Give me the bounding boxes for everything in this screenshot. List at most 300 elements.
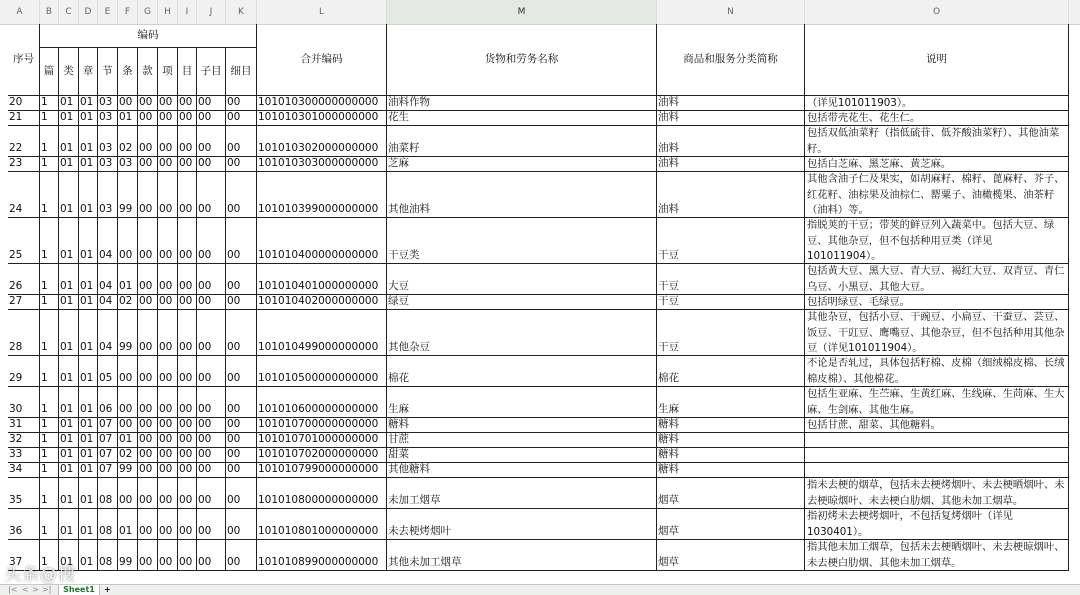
code-cell[interactable]: 00 [226, 172, 257, 218]
code-cell[interactable]: 02 [118, 295, 138, 310]
code-cell[interactable]: 00 [178, 172, 197, 218]
note-cell[interactable]: 包括生亚麻、生苎麻、生黄红麻、生线麻、生苘麻、生大麻、生剑麻、其他生麻。 [805, 387, 1069, 418]
tab-scroll-first-icon[interactable]: |< [8, 585, 18, 594]
short-name-cell[interactable]: 糖料 [657, 418, 805, 433]
note-cell[interactable]: 指未去梗的烟草，包括未去梗烤烟叶、未去梗晒烟叶、未去梗晾烟叶、未去梗白肋烟、其他未加工烟草。 [805, 478, 1069, 509]
code-cell[interactable]: 00 [118, 96, 138, 111]
short-name-cell[interactable]: 烟草 [657, 478, 805, 509]
code-cell[interactable]: 00 [197, 157, 226, 172]
goods-name-cell[interactable]: 油菜籽 [387, 126, 657, 157]
code-cell[interactable]: 01 [79, 509, 98, 540]
seq-cell[interactable]: 33 [8, 448, 40, 463]
row-number [0, 405, 8, 417]
code-cell[interactable]: 01 [59, 387, 79, 418]
code-cell[interactable]: 00 [158, 356, 178, 387]
code-cell[interactable]: 00 [226, 96, 257, 111]
code-cell[interactable]: 07 [98, 433, 118, 448]
sheet-tab[interactable]: Sheet1 [58, 585, 100, 595]
seq-cell[interactable]: 31 [8, 418, 40, 433]
code-cell[interactable]: 01 [79, 295, 98, 310]
note-cell[interactable]: 指其他未加工烟草，包括未去梗晒烟叶、未去梗晾烟叶、未去梗白肋烟、其他未加工烟草。 [805, 540, 1069, 571]
note-cell[interactable]: 包括白芝麻、黑芝麻、黄芝麻。 [805, 157, 1069, 172]
code-cell[interactable]: 99 [118, 172, 138, 218]
code-cell[interactable]: 01 [59, 418, 79, 433]
code-cell[interactable]: 01 [59, 509, 79, 540]
code-cell[interactable]: 1 [40, 264, 59, 295]
column-letter-d[interactable]: D [79, 0, 98, 24]
code-cell[interactable]: 02 [118, 448, 138, 463]
code-cell[interactable]: 01 [59, 111, 79, 126]
code-cell[interactable]: 00 [178, 126, 197, 157]
code-cell[interactable]: 00 [178, 295, 197, 310]
code-cell[interactable]: 00 [158, 111, 178, 126]
merged-code-cell[interactable]: 101010300000000000 [257, 96, 387, 111]
seq-cell[interactable]: 27 [8, 295, 40, 310]
seq-cell[interactable]: 29 [8, 356, 40, 387]
code-cell[interactable]: 00 [138, 463, 158, 478]
seq-cell[interactable]: 32 [8, 433, 40, 448]
goods-name-cell[interactable]: 芝麻 [387, 157, 657, 172]
short-name-cell[interactable]: 糖料 [657, 463, 805, 478]
code-cell[interactable]: 01 [118, 433, 138, 448]
code-cell[interactable]: 00 [178, 387, 197, 418]
code-cell[interactable]: 00 [138, 157, 158, 172]
column-letter-i[interactable]: I [178, 0, 197, 24]
goods-name-cell[interactable]: 其他油料 [387, 172, 657, 218]
code-cell[interactable]: 03 [98, 157, 118, 172]
code-cell[interactable]: 1 [40, 295, 59, 310]
code-cell[interactable]: 08 [98, 540, 118, 571]
merged-code-cell[interactable]: 101010402000000000 [257, 295, 387, 310]
code-cell[interactable]: 1 [40, 218, 59, 264]
code-cell[interactable]: 01 [59, 172, 79, 218]
goods-name-cell[interactable]: 花生 [387, 111, 657, 126]
code-cell[interactable]: 08 [98, 478, 118, 509]
code-cell[interactable]: 00 [158, 295, 178, 310]
short-name-cell[interactable]: 油料 [657, 126, 805, 157]
goods-name-cell[interactable]: 糖料 [387, 418, 657, 433]
note-cell[interactable] [805, 463, 1069, 478]
code-cell[interactable]: 00 [197, 463, 226, 478]
merged-code-cell[interactable]: 101010700000000000 [257, 418, 387, 433]
code-cell[interactable]: 99 [118, 310, 138, 356]
code-cell[interactable]: 07 [98, 448, 118, 463]
merged-code-cell[interactable]: 101010301000000000 [257, 111, 387, 126]
code-cell[interactable]: 00 [158, 448, 178, 463]
code-cell[interactable]: 01 [79, 96, 98, 111]
short-name-cell[interactable]: 烟草 [657, 509, 805, 540]
seq-cell[interactable]: 30 [8, 387, 40, 418]
merged-code-cell[interactable]: 101010800000000000 [257, 478, 387, 509]
code-cell[interactable]: 00 [118, 418, 138, 433]
column-letter-l[interactable]: L [257, 0, 387, 24]
code-cell[interactable]: 01 [79, 433, 98, 448]
code-cell[interactable]: 00 [158, 172, 178, 218]
code-cell[interactable]: 00 [197, 448, 226, 463]
code-cell[interactable]: 00 [197, 418, 226, 433]
code-cell[interactable]: 00 [226, 295, 257, 310]
goods-name-cell[interactable]: 未去梗烤烟叶 [387, 509, 657, 540]
merged-code-cell[interactable]: 101010401000000000 [257, 264, 387, 295]
code-cell[interactable]: 01 [79, 264, 98, 295]
code-cell[interactable]: 1 [40, 540, 59, 571]
code-cell[interactable]: 1 [40, 126, 59, 157]
code-cell[interactable]: 00 [158, 157, 178, 172]
merged-code-cell[interactable]: 101010302000000000 [257, 126, 387, 157]
header-code-9: 子目 [197, 48, 226, 96]
code-cell[interactable]: 00 [138, 433, 158, 448]
code-cell[interactable]: 00 [118, 478, 138, 509]
merged-code-cell[interactable]: 101010499000000000 [257, 310, 387, 356]
code-cell[interactable]: 00 [138, 218, 158, 264]
note-cell[interactable]: 指初烤未去梗烤烟叶，不包括复烤烟叶（详见1030401）。 [805, 509, 1069, 540]
code-cell[interactable]: 00 [118, 387, 138, 418]
code-cell[interactable]: 00 [197, 218, 226, 264]
code-cell[interactable]: 01 [79, 540, 98, 571]
code-cell[interactable]: 1 [40, 433, 59, 448]
code-cell[interactable]: 00 [226, 310, 257, 356]
column-letter-j[interactable]: J [197, 0, 226, 24]
code-cell[interactable]: 00 [138, 264, 158, 295]
note-cell[interactable]: 包括黄大豆、黑大豆、青大豆、褐红大豆、双青豆、青仁乌豆、小黑豆、其他大豆。 [805, 264, 1069, 295]
code-cell[interactable]: 00 [197, 478, 226, 509]
code-cell[interactable]: 03 [98, 126, 118, 157]
goods-name-cell[interactable]: 其他杂豆 [387, 310, 657, 356]
code-cell[interactable]: 01 [79, 448, 98, 463]
note-cell[interactable]: 不论是否轧过，具体包括籽棉、皮棉（细绒棉皮棉、长绒棉皮棉）、其他棉花。 [805, 356, 1069, 387]
code-cell[interactable]: 03 [98, 111, 118, 126]
code-cell[interactable]: 04 [98, 218, 118, 264]
code-cell[interactable]: 00 [158, 310, 178, 356]
code-cell[interactable]: 00 [158, 418, 178, 433]
tab-scroll-prev-icon[interactable]: < [22, 585, 29, 594]
short-name-cell[interactable]: 干豆 [657, 264, 805, 295]
goods-name-cell[interactable]: 大豆 [387, 264, 657, 295]
merged-code-cell[interactable]: 101010399000000000 [257, 172, 387, 218]
code-cell[interactable]: 1 [40, 418, 59, 433]
seq-cell[interactable]: 21 [8, 111, 40, 126]
code-cell[interactable]: 01 [79, 463, 98, 478]
seq-cell[interactable]: 37 [8, 540, 40, 571]
code-cell[interactable]: 00 [138, 111, 158, 126]
short-name-cell[interactable]: 糖料 [657, 448, 805, 463]
note-cell[interactable]: 包括带壳花生、花生仁。 [805, 111, 1069, 126]
goods-name-cell[interactable]: 油料作物 [387, 96, 657, 111]
code-cell[interactable]: 1 [40, 509, 59, 540]
code-cell[interactable]: 1 [40, 463, 59, 478]
code-cell[interactable]: 1 [40, 111, 59, 126]
code-cell[interactable]: 00 [138, 96, 158, 111]
code-cell[interactable]: 00 [138, 126, 158, 157]
seq-cell[interactable]: 36 [8, 509, 40, 540]
merged-code-cell[interactable]: 101010702000000000 [257, 448, 387, 463]
code-cell[interactable]: 00 [158, 218, 178, 264]
code-cell[interactable]: 00 [197, 172, 226, 218]
header-code-group: 编码 [40, 24, 257, 48]
code-cell[interactable]: 00 [138, 540, 158, 571]
column-letter-k[interactable]: K [226, 0, 257, 24]
row-number [0, 435, 8, 447]
code-cell[interactable]: 03 [98, 172, 118, 218]
code-cell[interactable]: 01 [59, 463, 79, 478]
merged-code-cell[interactable]: 101010500000000000 [257, 356, 387, 387]
code-cell[interactable]: 00 [158, 463, 178, 478]
goods-name-cell[interactable]: 干豆类 [387, 218, 657, 264]
code-cell[interactable]: 03 [118, 157, 138, 172]
code-cell[interactable]: 00 [197, 295, 226, 310]
seq-cell[interactable]: 23 [8, 157, 40, 172]
code-cell[interactable]: 00 [138, 172, 158, 218]
code-cell[interactable]: 04 [98, 264, 118, 295]
code-cell[interactable]: 01 [79, 387, 98, 418]
code-cell[interactable]: 00 [138, 448, 158, 463]
code-cell[interactable]: 00 [226, 463, 257, 478]
note-cell[interactable] [805, 448, 1069, 463]
code-cell[interactable]: 00 [226, 478, 257, 509]
merged-code-cell[interactable]: 101010799000000000 [257, 463, 387, 478]
code-cell[interactable]: 08 [98, 509, 118, 540]
goods-name-cell[interactable]: 棉花 [387, 356, 657, 387]
code-cell[interactable]: 00 [178, 463, 197, 478]
code-cell[interactable]: 00 [197, 264, 226, 295]
code-cell[interactable]: 03 [98, 96, 118, 111]
code-cell[interactable]: 00 [197, 509, 226, 540]
code-cell[interactable]: 00 [178, 433, 197, 448]
code-cell[interactable]: 1 [40, 356, 59, 387]
sheet-tab-bar [0, 584, 1080, 595]
code-cell[interactable]: 01 [59, 157, 79, 172]
code-cell[interactable]: 01 [79, 111, 98, 126]
code-cell[interactable]: 01 [59, 264, 79, 295]
code-cell[interactable]: 01 [59, 218, 79, 264]
code-cell[interactable]: 1 [40, 96, 59, 111]
code-cell[interactable]: 00 [158, 433, 178, 448]
column-letter-h[interactable]: H [158, 0, 178, 24]
note-cell[interactable] [805, 433, 1069, 448]
short-name-cell[interactable]: 烟草 [657, 540, 805, 571]
code-cell[interactable]: 1 [40, 157, 59, 172]
merged-code-cell[interactable]: 101010899000000000 [257, 540, 387, 571]
note-cell[interactable]: （详见101011903）。 [805, 96, 1069, 111]
seq-cell[interactable]: 26 [8, 264, 40, 295]
row-number [0, 159, 8, 171]
short-name-cell[interactable]: 油料 [657, 172, 805, 218]
note-cell[interactable]: 包括明绿豆、毛绿豆。 [805, 295, 1069, 310]
code-cell[interactable]: 00 [226, 448, 257, 463]
code-cell[interactable]: 00 [178, 418, 197, 433]
row-number [0, 496, 8, 508]
column-letter-f[interactable]: F [118, 0, 138, 24]
code-cell[interactable]: 1 [40, 478, 59, 509]
code-cell[interactable]: 01 [118, 111, 138, 126]
column-letter-b[interactable]: B [40, 0, 59, 24]
code-cell[interactable]: 1 [40, 310, 59, 356]
code-cell[interactable]: 00 [226, 157, 257, 172]
code-cell[interactable]: 00 [118, 218, 138, 264]
code-cell[interactable]: 01 [79, 172, 98, 218]
goods-name-cell[interactable]: 其他糖料 [387, 463, 657, 478]
code-cell[interactable]: 00 [197, 433, 226, 448]
code-cell[interactable]: 00 [178, 218, 197, 264]
code-cell[interactable]: 01 [118, 264, 138, 295]
code-cell[interactable]: 00 [158, 264, 178, 295]
code-cell[interactable]: 00 [178, 96, 197, 111]
column-letter-c[interactable]: C [59, 0, 79, 24]
code-cell[interactable]: 01 [59, 448, 79, 463]
column-letter-n[interactable]: N [657, 0, 805, 24]
short-name-cell[interactable]: 生麻 [657, 387, 805, 418]
code-cell[interactable]: 00 [138, 387, 158, 418]
code-cell[interactable]: 01 [59, 295, 79, 310]
row-number [0, 420, 8, 432]
code-cell[interactable]: 00 [226, 433, 257, 448]
code-cell[interactable]: 00 [226, 126, 257, 157]
code-cell[interactable]: 00 [226, 111, 257, 126]
code-cell[interactable]: 01 [79, 157, 98, 172]
column-letter-a[interactable]: A [0, 0, 40, 24]
code-cell[interactable]: 00 [178, 478, 197, 509]
code-cell[interactable]: 00 [138, 310, 158, 356]
code-cell[interactable]: 00 [197, 387, 226, 418]
code-cell[interactable]: 99 [118, 463, 138, 478]
code-cell[interactable]: 00 [158, 540, 178, 571]
merged-code-cell[interactable]: 101010600000000000 [257, 387, 387, 418]
column-letter-o[interactable]: O [805, 0, 1069, 24]
code-cell[interactable]: 00 [197, 356, 226, 387]
merged-code-cell[interactable]: 101010303000000000 [257, 157, 387, 172]
code-cell[interactable]: 01 [79, 218, 98, 264]
code-cell[interactable]: 00 [226, 540, 257, 571]
code-cell[interactable]: 00 [138, 478, 158, 509]
code-cell[interactable]: 01 [59, 478, 79, 509]
code-cell[interactable]: 07 [98, 418, 118, 433]
code-cell[interactable]: 00 [138, 295, 158, 310]
seq-cell[interactable]: 35 [8, 478, 40, 509]
code-cell[interactable]: 00 [226, 218, 257, 264]
code-cell[interactable]: 00 [226, 264, 257, 295]
code-cell[interactable]: 00 [178, 509, 197, 540]
code-cell[interactable]: 01 [59, 433, 79, 448]
merged-code-cell[interactable]: 101010400000000000 [257, 218, 387, 264]
code-cell[interactable]: 01 [59, 540, 79, 571]
seq-cell[interactable]: 34 [8, 463, 40, 478]
note-cell[interactable]: 其他含油子仁及果实，如胡麻籽、棉籽、蓖麻籽、芥子、红花籽、油棕果及油棕仁、罂粟子、油橄榄果、油茶籽（油料）等。 [805, 172, 1069, 218]
code-cell[interactable]: 01 [118, 509, 138, 540]
goods-name-cell[interactable]: 其他未加工烟草 [387, 540, 657, 571]
note-cell[interactable]: 其他杂豆，包括小豆、干豌豆、小扁豆、干蚕豆、芸豆、饭豆、干豇豆、鹰嘴豆、其他杂豆，但不包括种用其他杂豆（详见101011904）。 [805, 310, 1069, 356]
code-cell[interactable]: 01 [79, 310, 98, 356]
column-letter-e[interactable]: E [98, 0, 118, 24]
add-sheet-button[interactable]: + [104, 585, 111, 594]
code-cell[interactable]: 00 [226, 509, 257, 540]
goods-name-cell[interactable]: 甜菜 [387, 448, 657, 463]
code-cell[interactable]: 00 [178, 111, 197, 126]
short-name-cell[interactable]: 干豆 [657, 295, 805, 310]
merged-code-cell[interactable]: 101010801000000000 [257, 509, 387, 540]
code-cell[interactable]: 99 [118, 540, 138, 571]
note-cell[interactable]: 包括双低油菜籽（指低硫苷、低芥酸油菜籽）、其他油菜籽。 [805, 126, 1069, 157]
code-cell[interactable]: 00 [138, 509, 158, 540]
code-cell[interactable]: 01 [79, 478, 98, 509]
merged-code-cell[interactable]: 101010701000000000 [257, 433, 387, 448]
short-name-cell[interactable]: 油料 [657, 96, 805, 111]
seq-cell[interactable]: 28 [8, 310, 40, 356]
code-cell[interactable]: 01 [79, 126, 98, 157]
seq-cell[interactable]: 25 [8, 218, 40, 264]
code-cell[interactable]: 00 [158, 387, 178, 418]
code-cell[interactable]: 00 [158, 509, 178, 540]
code-cell[interactable]: 04 [98, 310, 118, 356]
code-cell[interactable]: 00 [197, 540, 226, 571]
short-name-cell[interactable]: 油料 [657, 111, 805, 126]
code-cell[interactable]: 00 [158, 96, 178, 111]
code-cell[interactable]: 01 [59, 356, 79, 387]
column-letter-g[interactable]: G [138, 0, 158, 24]
code-cell[interactable]: 00 [197, 111, 226, 126]
code-cell[interactable]: 06 [98, 387, 118, 418]
code-cell[interactable]: 00 [118, 356, 138, 387]
seq-cell[interactable]: 20 [8, 96, 40, 111]
code-cell[interactable]: 00 [138, 418, 158, 433]
tab-scroll-next-icon[interactable]: > [32, 585, 39, 594]
code-cell[interactable]: 01 [79, 418, 98, 433]
code-cell[interactable]: 00 [197, 310, 226, 356]
note-cell[interactable]: 指脱荚的干豆；带荚的鲜豆列入蔬菜中。包括大豆、绿豆、其他杂豆，但不包括种用豆类（详见101011904）。 [805, 218, 1069, 264]
code-cell[interactable]: 00 [178, 264, 197, 295]
seq-cell[interactable]: 24 [8, 172, 40, 218]
code-cell[interactable]: 00 [158, 478, 178, 509]
short-name-cell[interactable]: 棉花 [657, 356, 805, 387]
code-cell[interactable]: 00 [226, 418, 257, 433]
note-cell[interactable]: 包括甘蔗、甜菜、其他糖料。 [805, 418, 1069, 433]
code-cell[interactable]: 00 [178, 540, 197, 571]
code-cell[interactable]: 00 [138, 356, 158, 387]
goods-name-cell[interactable]: 甘蔗 [387, 433, 657, 448]
goods-name-cell[interactable]: 生麻 [387, 387, 657, 418]
goods-name-cell[interactable]: 绿豆 [387, 295, 657, 310]
code-cell[interactable]: 1 [40, 448, 59, 463]
code-cell[interactable]: 00 [178, 448, 197, 463]
code-cell[interactable]: 01 [59, 126, 79, 157]
code-cell[interactable]: 05 [98, 356, 118, 387]
code-cell[interactable]: 02 [118, 126, 138, 157]
short-name-cell[interactable]: 油料 [657, 157, 805, 172]
code-cell[interactable]: 01 [79, 356, 98, 387]
code-cell[interactable]: 00 [226, 387, 257, 418]
tab-scroll-last-icon[interactable]: >| [42, 585, 52, 594]
code-cell[interactable]: 00 [197, 96, 226, 111]
column-letter-m[interactable]: M [387, 0, 657, 24]
code-cell[interactable]: 04 [98, 295, 118, 310]
code-cell[interactable]: 1 [40, 387, 59, 418]
code-cell[interactable]: 00 [178, 356, 197, 387]
code-cell[interactable]: 00 [178, 310, 197, 356]
code-cell[interactable]: 07 [98, 463, 118, 478]
code-cell[interactable]: 00 [197, 126, 226, 157]
code-cell[interactable]: 01 [59, 310, 79, 356]
seq-cell[interactable]: 22 [8, 126, 40, 157]
short-name-cell[interactable]: 糖料 [657, 433, 805, 448]
code-cell[interactable]: 01 [59, 96, 79, 111]
short-name-cell[interactable]: 干豆 [657, 218, 805, 264]
header-code-5: 条 [118, 48, 138, 96]
code-cell[interactable]: 00 [158, 126, 178, 157]
code-cell[interactable]: 1 [40, 172, 59, 218]
code-cell[interactable]: 00 [226, 356, 257, 387]
short-name-cell[interactable]: 干豆 [657, 310, 805, 356]
code-cell[interactable]: 00 [178, 157, 197, 172]
goods-name-cell[interactable]: 未加工烟草 [387, 478, 657, 509]
